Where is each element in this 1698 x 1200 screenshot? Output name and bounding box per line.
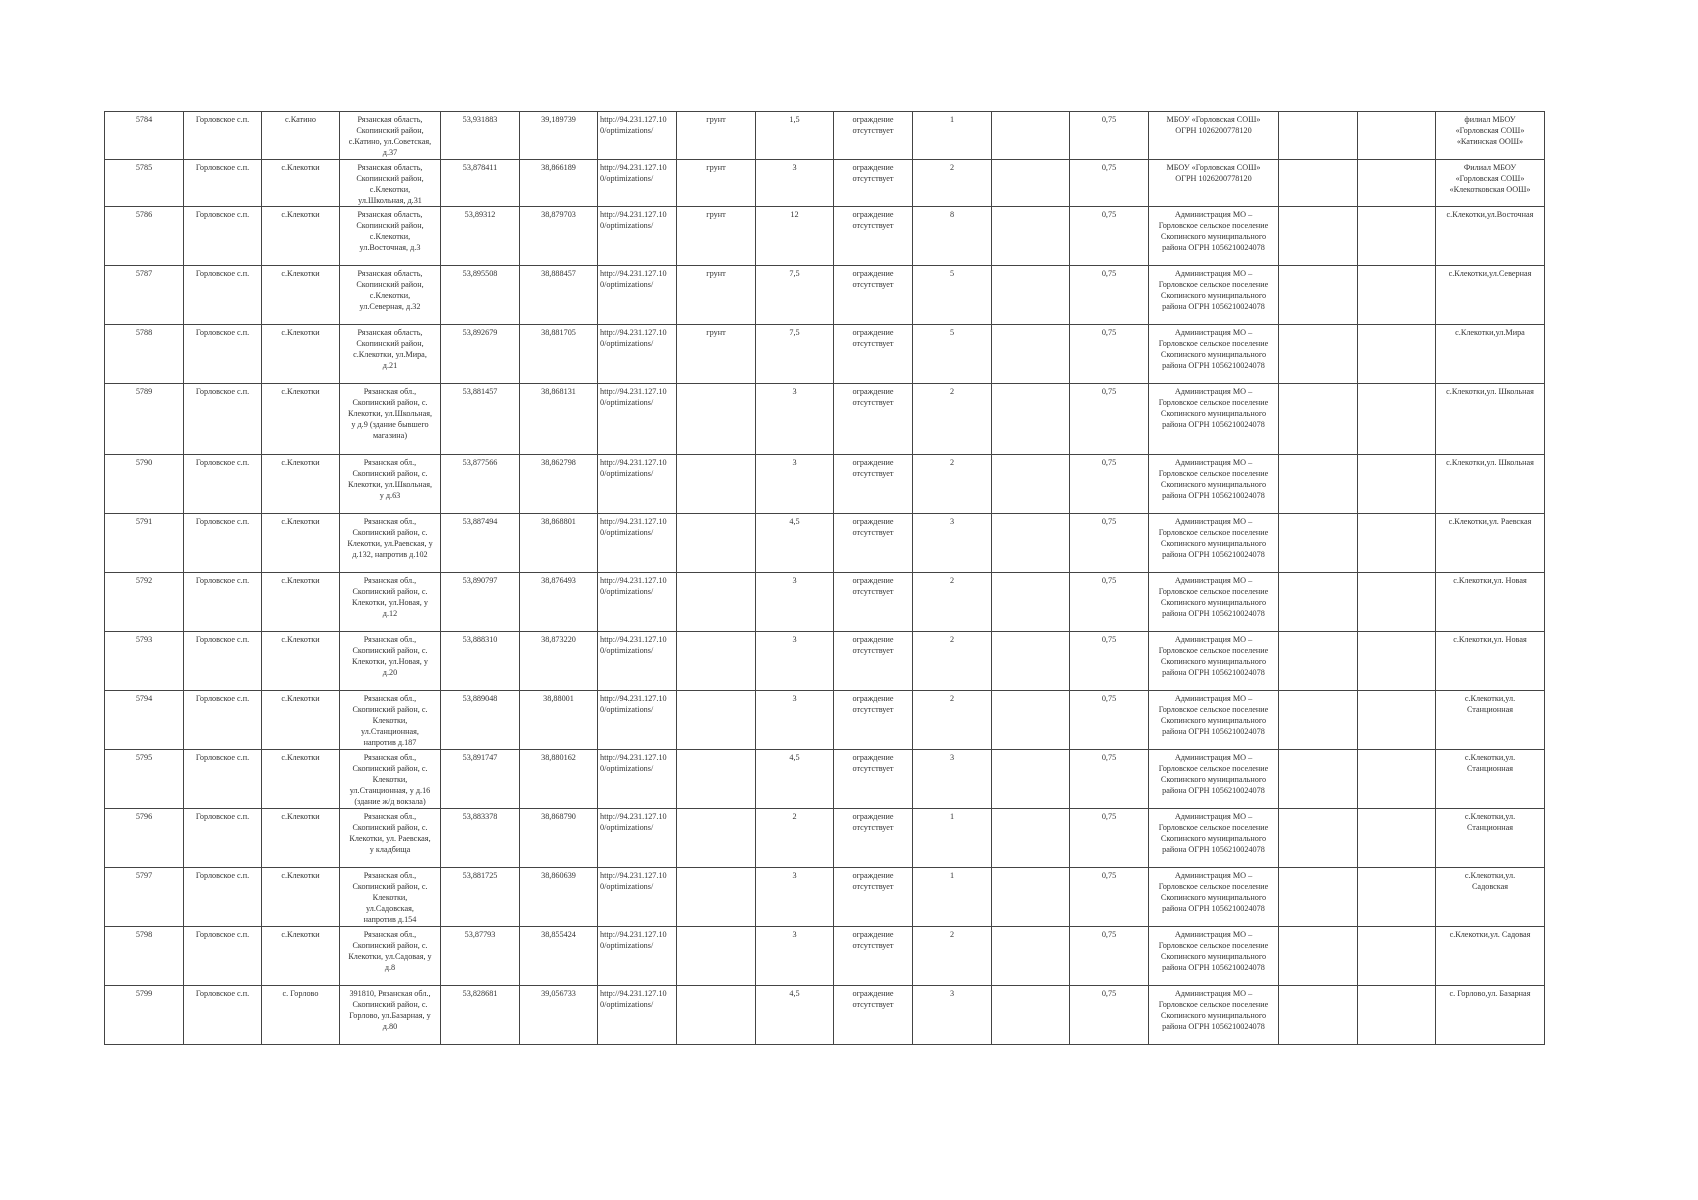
waste-source-cell: с.Клекотки,ул. Школьная <box>1436 455 1545 514</box>
owner-cell: Администрация МО – Горловское сельское поселение Скопинского муниципального района ОГРН 1056210024078 <box>1149 325 1279 384</box>
surface-cell <box>677 691 756 750</box>
container-count-cell: 3 <box>913 514 992 573</box>
empty-cell <box>1279 986 1358 1045</box>
surface-cell: грунт <box>677 112 756 160</box>
latitude-cell: 53,878411 <box>441 160 520 207</box>
container-count-cell: 1 <box>913 112 992 160</box>
empty-cell <box>992 325 1070 384</box>
container-volume-cell: 0,75 <box>1070 325 1149 384</box>
empty-cell <box>992 986 1070 1045</box>
area-cell: 3 <box>756 868 834 927</box>
surface-cell <box>677 809 756 868</box>
locality-cell: с.Клекотки <box>262 927 340 986</box>
empty-cell <box>1279 809 1358 868</box>
owner-cell: Администрация МО – Горловское сельское поселение Скопинского муниципального района ОГРН 1056210024078 <box>1149 750 1279 809</box>
area-cell: 3 <box>756 691 834 750</box>
fence-cell: ограждение отсутствует <box>834 112 913 160</box>
empty-cell <box>1358 573 1436 632</box>
fence-cell: ограждение отсутствует <box>834 986 913 1045</box>
table-body <box>105 112 1545 1045</box>
area-cell: 3 <box>756 927 834 986</box>
row-number-cell: 5794 <box>105 691 184 750</box>
row-number-cell: 5792 <box>105 573 184 632</box>
locality-cell: с.Катино <box>262 112 340 160</box>
map-link-cell: http://94.231.127.10 0/optimizations/ <box>598 691 677 750</box>
surface-cell <box>677 750 756 809</box>
fence-cell: ограждение отсутствует <box>834 809 913 868</box>
empty-cell <box>1279 384 1358 455</box>
row-number-cell: 5798 <box>105 927 184 986</box>
address-cell: Рязанская обл., Скопинский район, с. Клекотки, ул.Школьная, у д.63 <box>340 455 441 514</box>
longitude-cell: 38,868790 <box>520 809 598 868</box>
area-cell: 3 <box>756 160 834 207</box>
owner-cell: Администрация МО – Горловское сельское поселение Скопинского муниципального района ОГРН 1056210024078 <box>1149 691 1279 750</box>
locality-cell: с.Клекотки <box>262 632 340 691</box>
waste-source-cell: с.Клекотки,ул. Станционная <box>1436 691 1545 750</box>
fence-cell: ограждение отсутствует <box>834 927 913 986</box>
fence-cell: ограждение отсутствует <box>834 868 913 927</box>
latitude-cell: 53,891747 <box>441 750 520 809</box>
fence-cell: ограждение отсутствует <box>834 573 913 632</box>
owner-cell: Администрация МО – Горловское сельское поселение Скопинского муниципального района ОГРН 1056210024078 <box>1149 266 1279 325</box>
area-cell: 2 <box>756 809 834 868</box>
empty-cell <box>1358 160 1436 207</box>
container-count-cell: 3 <box>913 750 992 809</box>
container-volume-cell: 0,75 <box>1070 691 1149 750</box>
container-count-cell: 2 <box>913 573 992 632</box>
longitude-cell: 38,880162 <box>520 750 598 809</box>
container-count-cell: 2 <box>913 384 992 455</box>
waste-source-cell: с.Клекотки,ул. Раевская <box>1436 514 1545 573</box>
row-number-cell: 5791 <box>105 514 184 573</box>
address-cell: Рязанская обл., Скопинский район, с. Клекотки, ул.Станционная, у д.16 (здание ж/д вокзала) <box>340 750 441 809</box>
area-cell: 1,5 <box>756 112 834 160</box>
empty-cell <box>1358 112 1436 160</box>
empty-cell <box>1358 207 1436 266</box>
owner-cell: Администрация МО – Горловское сельское поселение Скопинского муниципального района ОГРН 1056210024078 <box>1149 632 1279 691</box>
waste-site-registry-table <box>104 111 1545 1045</box>
waste-source-cell: с. Горлово,ул. Базарная <box>1436 986 1545 1045</box>
container-count-cell: 5 <box>913 266 992 325</box>
row-number-cell: 5788 <box>105 325 184 384</box>
locality-cell: с.Клекотки <box>262 384 340 455</box>
latitude-cell: 53,931883 <box>441 112 520 160</box>
fence-cell: ограждение отсутствует <box>834 455 913 514</box>
locality-cell: с.Клекотки <box>262 325 340 384</box>
settlement-cell: Горловское с.п. <box>184 573 262 632</box>
container-volume-cell: 0,75 <box>1070 207 1149 266</box>
empty-cell <box>1279 266 1358 325</box>
area-cell: 4,5 <box>756 986 834 1045</box>
address-cell: Рязанская обл., Скопинский район, с. Клекотки, ул.Садовая, у д.8 <box>340 927 441 986</box>
empty-cell <box>992 632 1070 691</box>
surface-cell: грунт <box>677 325 756 384</box>
fence-cell: ограждение отсутствует <box>834 750 913 809</box>
latitude-cell: 53,87793 <box>441 927 520 986</box>
empty-cell <box>992 750 1070 809</box>
longitude-cell: 38,868131 <box>520 384 598 455</box>
map-link-cell: http://94.231.127.10 0/optimizations/ <box>598 986 677 1045</box>
locality-cell: с.Клекотки <box>262 691 340 750</box>
settlement-cell: Горловское с.п. <box>184 207 262 266</box>
settlement-cell: Горловское с.п. <box>184 266 262 325</box>
row-number-cell: 5785 <box>105 160 184 207</box>
empty-cell <box>992 868 1070 927</box>
empty-cell <box>992 384 1070 455</box>
locality-cell: с.Клекотки <box>262 266 340 325</box>
address-cell: Рязанская область, Скопинский район, с.Клекотки, ул.Мира, д.21 <box>340 325 441 384</box>
empty-cell <box>1279 573 1358 632</box>
table-row <box>105 514 1545 573</box>
container-count-cell: 8 <box>913 207 992 266</box>
table-row <box>105 384 1545 455</box>
surface-cell <box>677 455 756 514</box>
empty-cell <box>1279 325 1358 384</box>
area-cell: 3 <box>756 384 834 455</box>
settlement-cell: Горловское с.п. <box>184 750 262 809</box>
container-volume-cell: 0,75 <box>1070 750 1149 809</box>
settlement-cell: Горловское с.п. <box>184 112 262 160</box>
empty-cell <box>1279 868 1358 927</box>
longitude-cell: 38,860639 <box>520 868 598 927</box>
table-row <box>105 455 1545 514</box>
address-cell: Рязанская обл., Скопинский район, с. Клекотки, ул.Новая, у д.20 <box>340 632 441 691</box>
empty-cell <box>992 207 1070 266</box>
fence-cell: ограждение отсутствует <box>834 325 913 384</box>
map-link-cell: http://94.231.127.10 0/optimizations/ <box>598 455 677 514</box>
settlement-cell: Горловское с.п. <box>184 691 262 750</box>
area-cell: 4,5 <box>756 514 834 573</box>
container-volume-cell: 0,75 <box>1070 455 1149 514</box>
empty-cell <box>992 455 1070 514</box>
empty-cell <box>992 809 1070 868</box>
map-link-cell: http://94.231.127.10 0/optimizations/ <box>598 112 677 160</box>
area-cell: 3 <box>756 632 834 691</box>
address-cell: Рязанская обл., Скопинский район, с. Клекотки, ул. Раевская, у кладбища <box>340 809 441 868</box>
address-cell: Рязанская область, Скопинский район, с.Клекотки, ул.Восточная, д.3 <box>340 207 441 266</box>
settlement-cell: Горловское с.п. <box>184 927 262 986</box>
area-cell: 7,5 <box>756 266 834 325</box>
surface-cell <box>677 927 756 986</box>
fence-cell: ограждение отсутствует <box>834 160 913 207</box>
empty-cell <box>992 112 1070 160</box>
table-row <box>105 868 1545 927</box>
container-volume-cell: 0,75 <box>1070 868 1149 927</box>
locality-cell: с. Горлово <box>262 986 340 1045</box>
container-count-cell: 2 <box>913 632 992 691</box>
surface-cell <box>677 384 756 455</box>
settlement-cell: Горловское с.п. <box>184 986 262 1045</box>
empty-cell <box>1358 384 1436 455</box>
owner-cell: Администрация МО – Горловское сельское поселение Скопинского муниципального района ОГРН 1056210024078 <box>1149 573 1279 632</box>
latitude-cell: 53,888310 <box>441 632 520 691</box>
empty-cell <box>1358 514 1436 573</box>
row-number-cell: 5789 <box>105 384 184 455</box>
empty-cell <box>1279 927 1358 986</box>
row-number-cell: 5793 <box>105 632 184 691</box>
settlement-cell: Горловское с.п. <box>184 160 262 207</box>
row-number-cell: 5796 <box>105 809 184 868</box>
locality-cell: с.Клекотки <box>262 160 340 207</box>
empty-cell <box>992 573 1070 632</box>
address-cell: 391810, Рязанская обл., Скопинский район, с. Горлово, ул.Базарная, у д.80 <box>340 986 441 1045</box>
table-row <box>105 927 1545 986</box>
waste-source-cell: с.Клекотки,ул. Садовская <box>1436 868 1545 927</box>
empty-cell <box>992 160 1070 207</box>
empty-cell <box>1279 455 1358 514</box>
empty-cell <box>1358 455 1436 514</box>
settlement-cell: Горловское с.п. <box>184 384 262 455</box>
table-row <box>105 750 1545 809</box>
table-row <box>105 266 1545 325</box>
container-volume-cell: 0,75 <box>1070 986 1149 1045</box>
longitude-cell: 38,868801 <box>520 514 598 573</box>
empty-cell <box>1358 266 1436 325</box>
locality-cell: с.Клекотки <box>262 514 340 573</box>
map-link-cell: http://94.231.127.10 0/optimizations/ <box>598 207 677 266</box>
latitude-cell: 53,881725 <box>441 868 520 927</box>
surface-cell: грунт <box>677 266 756 325</box>
table-row <box>105 691 1545 750</box>
owner-cell: Администрация МО – Горловское сельское поселение Скопинского муниципального района ОГРН 1056210024078 <box>1149 868 1279 927</box>
longitude-cell: 38,866189 <box>520 160 598 207</box>
container-volume-cell: 0,75 <box>1070 384 1149 455</box>
area-cell: 7,5 <box>756 325 834 384</box>
row-number-cell: 5799 <box>105 986 184 1045</box>
settlement-cell: Горловское с.п. <box>184 514 262 573</box>
container-volume-cell: 0,75 <box>1070 112 1149 160</box>
surface-cell <box>677 986 756 1045</box>
settlement-cell: Горловское с.п. <box>184 868 262 927</box>
container-volume-cell: 0,75 <box>1070 573 1149 632</box>
address-cell: Рязанская обл., Скопинский район, с. Клекотки, ул.Школьная, у д.9 (здание бывшего магазина) <box>340 384 441 455</box>
area-cell: 12 <box>756 207 834 266</box>
row-number-cell: 5784 <box>105 112 184 160</box>
waste-source-cell: с.Клекотки,ул.Мира <box>1436 325 1545 384</box>
locality-cell: с.Клекотки <box>262 868 340 927</box>
map-link-cell: http://94.231.127.10 0/optimizations/ <box>598 266 677 325</box>
settlement-cell: Горловское с.п. <box>184 455 262 514</box>
latitude-cell: 53,892679 <box>441 325 520 384</box>
owner-cell: Администрация МО – Горловское сельское поселение Скопинского муниципального района ОГРН 1056210024078 <box>1149 514 1279 573</box>
longitude-cell: 38,88001 <box>520 691 598 750</box>
address-cell: Рязанская область, Скопинский район, с.Клекотки, ул.Школьная, д.31 <box>340 160 441 207</box>
address-cell: Рязанская область, Скопинский район, с.Катино, ул.Советская, д.37 <box>340 112 441 160</box>
locality-cell: с.Клекотки <box>262 750 340 809</box>
empty-cell <box>1358 868 1436 927</box>
longitude-cell: 38,855424 <box>520 927 598 986</box>
row-number-cell: 5795 <box>105 750 184 809</box>
latitude-cell: 53,889048 <box>441 691 520 750</box>
area-cell: 3 <box>756 573 834 632</box>
latitude-cell: 53,883378 <box>441 809 520 868</box>
owner-cell: Администрация МО – Горловское сельское поселение Скопинского муниципального района ОГРН 1056210024078 <box>1149 809 1279 868</box>
surface-cell: грунт <box>677 207 756 266</box>
locality-cell: с.Клекотки <box>262 809 340 868</box>
surface-cell: грунт <box>677 160 756 207</box>
map-link-cell: http://94.231.127.10 0/optimizations/ <box>598 384 677 455</box>
owner-cell: Администрация МО – Горловское сельское поселение Скопинского муниципального района ОГРН 1056210024078 <box>1149 455 1279 514</box>
empty-cell <box>1358 927 1436 986</box>
address-cell: Рязанская обл., Скопинский район, с. Клекотки, ул.Новая, у д.12 <box>340 573 441 632</box>
container-count-cell: 1 <box>913 868 992 927</box>
container-volume-cell: 0,75 <box>1070 809 1149 868</box>
row-number-cell: 5787 <box>105 266 184 325</box>
map-link-cell: http://94.231.127.10 0/optimizations/ <box>598 809 677 868</box>
waste-source-cell: Филиал МБОУ «Горловская СОШ» «Клекотковская ООШ» <box>1436 160 1545 207</box>
waste-source-cell: с.Клекотки,ул.Северная <box>1436 266 1545 325</box>
latitude-cell: 53,881457 <box>441 384 520 455</box>
empty-cell <box>1279 112 1358 160</box>
surface-cell <box>677 573 756 632</box>
empty-cell <box>1358 809 1436 868</box>
container-count-cell: 1 <box>913 809 992 868</box>
longitude-cell: 39,189739 <box>520 112 598 160</box>
map-link-cell: http://94.231.127.10 0/optimizations/ <box>598 514 677 573</box>
fence-cell: ограждение отсутствует <box>834 384 913 455</box>
area-cell: 3 <box>756 455 834 514</box>
container-count-cell: 2 <box>913 691 992 750</box>
empty-cell <box>1358 750 1436 809</box>
row-number-cell: 5797 <box>105 868 184 927</box>
empty-cell <box>1279 514 1358 573</box>
latitude-cell: 53,828681 <box>441 986 520 1045</box>
fence-cell: ограждение отсутствует <box>834 207 913 266</box>
longitude-cell: 38,862798 <box>520 455 598 514</box>
waste-source-cell: с.Клекотки,ул. Новая <box>1436 632 1545 691</box>
area-cell: 4,5 <box>756 750 834 809</box>
waste-source-cell: с.Клекотки,ул. Новая <box>1436 573 1545 632</box>
settlement-cell: Горловское с.п. <box>184 809 262 868</box>
fence-cell: ограждение отсутствует <box>834 266 913 325</box>
container-count-cell: 2 <box>913 160 992 207</box>
map-link-cell: http://94.231.127.10 0/optimizations/ <box>598 160 677 207</box>
surface-cell <box>677 632 756 691</box>
empty-cell <box>1279 207 1358 266</box>
table-row <box>105 573 1545 632</box>
waste-source-cell: с.Клекотки,ул. Садовая <box>1436 927 1545 986</box>
container-count-cell: 3 <box>913 986 992 1045</box>
latitude-cell: 53,877566 <box>441 455 520 514</box>
table-row <box>105 112 1545 160</box>
row-number-cell: 5790 <box>105 455 184 514</box>
fence-cell: ограждение отсутствует <box>834 514 913 573</box>
fence-cell: ограждение отсутствует <box>834 632 913 691</box>
table-row <box>105 325 1545 384</box>
waste-source-cell: с.Клекотки,ул. Станционная <box>1436 750 1545 809</box>
longitude-cell: 38,876493 <box>520 573 598 632</box>
empty-cell <box>1279 750 1358 809</box>
empty-cell <box>992 927 1070 986</box>
owner-cell: МБОУ «Горловская СОШ» ОГРН 1026200778120 <box>1149 112 1279 160</box>
table-row <box>105 809 1545 868</box>
address-cell: Рязанская обл., Скопинский район, с. Клекотки, ул.Станционная, напротив д.187 <box>340 691 441 750</box>
map-link-cell: http://94.231.127.10 0/optimizations/ <box>598 632 677 691</box>
waste-source-cell: с.Клекотки,ул.Восточная <box>1436 207 1545 266</box>
locality-cell: с.Клекотки <box>262 207 340 266</box>
latitude-cell: 53,895508 <box>441 266 520 325</box>
container-volume-cell: 0,75 <box>1070 632 1149 691</box>
address-cell: Рязанская обл., Скопинский район, с. Клекотки, ул.Раевская, у д.132, напротив д.102 <box>340 514 441 573</box>
owner-cell: Администрация МО – Горловское сельское поселение Скопинского муниципального района ОГРН 1056210024078 <box>1149 986 1279 1045</box>
container-volume-cell: 0,75 <box>1070 160 1149 207</box>
empty-cell <box>1279 160 1358 207</box>
container-count-cell: 2 <box>913 455 992 514</box>
surface-cell <box>677 868 756 927</box>
waste-source-cell: филиал МБОУ «Горловская СОШ» «Катинская ООШ» <box>1436 112 1545 160</box>
table-row <box>105 160 1545 207</box>
map-link-cell: http://94.231.127.10 0/optimizations/ <box>598 573 677 632</box>
empty-cell <box>992 691 1070 750</box>
settlement-cell: Горловское с.п. <box>184 325 262 384</box>
container-count-cell: 5 <box>913 325 992 384</box>
settlement-cell: Горловское с.п. <box>184 632 262 691</box>
longitude-cell: 38,888457 <box>520 266 598 325</box>
locality-cell: с.Клекотки <box>262 455 340 514</box>
empty-cell <box>1358 325 1436 384</box>
longitude-cell: 38,879703 <box>520 207 598 266</box>
owner-cell: Администрация МО – Горловское сельское поселение Скопинского муниципального района ОГРН 1056210024078 <box>1149 927 1279 986</box>
empty-cell <box>1358 632 1436 691</box>
owner-cell: МБОУ «Горловская СОШ» ОГРН 1026200778120 <box>1149 160 1279 207</box>
longitude-cell: 38,873220 <box>520 632 598 691</box>
map-link-cell: http://94.231.127.10 0/optimizations/ <box>598 750 677 809</box>
table-row <box>105 632 1545 691</box>
address-cell: Рязанская область, Скопинский район, с.Клекотки, ул.Северная, д.32 <box>340 266 441 325</box>
latitude-cell: 53,890797 <box>441 573 520 632</box>
address-cell: Рязанская обл., Скопинский район, с. Клекотки, ул.Садовская, напротив д.154 <box>340 868 441 927</box>
container-volume-cell: 0,75 <box>1070 514 1149 573</box>
latitude-cell: 53,887494 <box>441 514 520 573</box>
empty-cell <box>992 514 1070 573</box>
locality-cell: с.Клекотки <box>262 573 340 632</box>
empty-cell <box>992 266 1070 325</box>
empty-cell <box>1358 691 1436 750</box>
container-count-cell: 2 <box>913 927 992 986</box>
fence-cell: ограждение отсутствует <box>834 691 913 750</box>
map-link-cell: http://94.231.127.10 0/optimizations/ <box>598 868 677 927</box>
waste-source-cell: с.Клекотки,ул. Станционная <box>1436 809 1545 868</box>
container-volume-cell: 0,75 <box>1070 927 1149 986</box>
container-volume-cell: 0,75 <box>1070 266 1149 325</box>
longitude-cell: 38,881705 <box>520 325 598 384</box>
map-link-cell: http://94.231.127.10 0/optimizations/ <box>598 927 677 986</box>
latitude-cell: 53,89312 <box>441 207 520 266</box>
table-row <box>105 986 1545 1045</box>
empty-cell <box>1279 691 1358 750</box>
waste-source-cell: с.Клекотки,ул. Школьная <box>1436 384 1545 455</box>
owner-cell: Администрация МО – Горловское сельское поселение Скопинского муниципального района ОГРН 1056210024078 <box>1149 384 1279 455</box>
empty-cell <box>1279 632 1358 691</box>
owner-cell: Администрация МО – Горловское сельское поселение Скопинского муниципального района ОГРН 1056210024078 <box>1149 207 1279 266</box>
table-row <box>105 207 1545 266</box>
longitude-cell: 39,056733 <box>520 986 598 1045</box>
row-number-cell: 5786 <box>105 207 184 266</box>
map-link-cell: http://94.231.127.10 0/optimizations/ <box>598 325 677 384</box>
empty-cell <box>1358 986 1436 1045</box>
surface-cell <box>677 514 756 573</box>
